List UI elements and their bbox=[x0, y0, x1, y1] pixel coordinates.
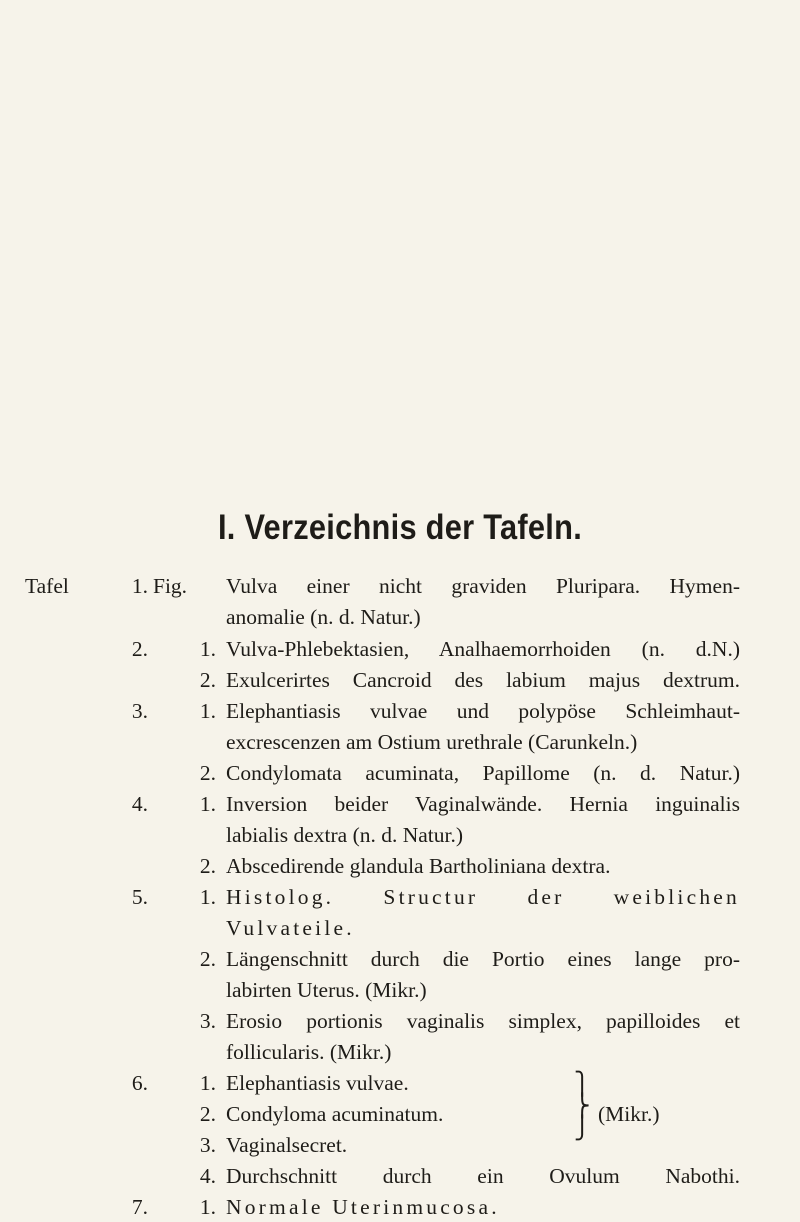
plate-4-fig-1-line-1 bbox=[0, 789, 800, 819]
caption-text: Histolog. Structur der weiblichen bbox=[226, 885, 740, 909]
caption-text: Vaginalsecret. bbox=[226, 1133, 348, 1157]
plate-7-fig-1 bbox=[0, 1192, 800, 1222]
caption-text: labialis dextra (n. d. Natur.) bbox=[226, 823, 464, 847]
brace-middle-icon: ⎬ bbox=[574, 1094, 591, 1119]
plate-number: 5. bbox=[131, 885, 148, 909]
plate-5-fig-3-line-2 bbox=[0, 1037, 800, 1067]
caption-text: Abscedirende glandula Bartholiniana dextra. bbox=[226, 854, 611, 878]
plate-5-fig-2-line-1 bbox=[0, 944, 800, 974]
figure-number: 3. bbox=[199, 1009, 216, 1033]
plate-number: 3. bbox=[131, 699, 148, 723]
caption-text: Elephantiasis vulvae und polypöse Schleimhaut- bbox=[226, 699, 740, 723]
plate-number: 4. bbox=[131, 792, 148, 816]
page-title: I. Verzeichnis der Tafeln. bbox=[217, 508, 583, 547]
caption-text: Vulva einer nicht graviden Pluripara. Hymen- bbox=[226, 574, 740, 598]
figure-number: 1. bbox=[199, 1195, 216, 1219]
mikr-annotation: (Mikr.) bbox=[598, 1102, 660, 1126]
figure-number: 2. bbox=[199, 761, 216, 785]
fig-label: Fig. bbox=[153, 574, 188, 598]
plate-number: 7. bbox=[131, 1195, 148, 1219]
figure-number: 3. bbox=[199, 1133, 216, 1157]
tafel-label: Tafel bbox=[25, 574, 69, 598]
plate-1-fig-1-line-1 bbox=[0, 571, 800, 601]
caption-text: labirten Uterus. (Mikr.) bbox=[226, 978, 427, 1002]
caption-text: Inversion beider Vaginalwände. Hernia inguinalis bbox=[226, 792, 740, 816]
plate-4-fig-1-line-2 bbox=[0, 820, 800, 850]
caption-text: Exulcerirtes Cancroid des labium majus dextrum. bbox=[226, 668, 740, 692]
caption-text: Condyloma acuminatum. bbox=[226, 1102, 444, 1126]
caption-text: Condylomata acuminata, Papillome (n. d. Natur.) bbox=[226, 761, 740, 785]
brace-bottom-icon: ⎭ bbox=[574, 1116, 591, 1141]
plate-5-fig-1-line-2 bbox=[0, 913, 800, 943]
caption-text: Normale Uterinmucosa. bbox=[226, 1195, 500, 1219]
brace-top-icon: ⎫ bbox=[574, 1072, 591, 1097]
plate-6-fig-4 bbox=[0, 1161, 800, 1191]
figure-number: 1. bbox=[199, 792, 216, 816]
plate-3-fig-1-line-2 bbox=[0, 727, 800, 757]
plate-5-fig-3-line-1 bbox=[0, 1006, 800, 1036]
figure-number: 1. bbox=[199, 699, 216, 723]
caption-text: Vulvateile. bbox=[226, 916, 355, 940]
plate-3-fig-2 bbox=[0, 758, 800, 788]
plate-3-fig-1-line-1 bbox=[0, 696, 800, 726]
plate-4-fig-2 bbox=[0, 851, 800, 881]
caption-text: Durchschnitt durch ein Ovulum Nabothi. bbox=[226, 1164, 740, 1188]
figure-number: 2. bbox=[199, 668, 216, 692]
plate-6-fig-3 bbox=[0, 1130, 800, 1160]
plate-number: 6. bbox=[131, 1071, 148, 1095]
plate-5-fig-1-line-1 bbox=[0, 882, 800, 912]
figure-number: 1. bbox=[199, 1071, 216, 1095]
plate-2-fig-1 bbox=[0, 634, 800, 664]
plate-6-fig-2 bbox=[0, 1099, 800, 1129]
caption-text: follicularis. (Mikr.) bbox=[226, 1040, 392, 1064]
plate-6-fig-1 bbox=[0, 1068, 800, 1098]
figure-number: 1. bbox=[199, 637, 216, 661]
caption-text: excrescenzen am Ostium urethrale (Carunkeln.) bbox=[226, 730, 638, 754]
caption-text: anomalie (n. d. Natur.) bbox=[226, 605, 421, 629]
figure-number: 1. bbox=[199, 885, 216, 909]
caption-text: Elephantiasis vulvae. bbox=[226, 1071, 409, 1095]
plate-2-fig-2 bbox=[0, 665, 800, 695]
figure-number: 4. bbox=[199, 1164, 216, 1188]
plate-5-fig-2-line-2 bbox=[0, 975, 800, 1005]
plate-number: 2. bbox=[131, 637, 148, 661]
figure-number: 2. bbox=[199, 947, 216, 971]
figure-number: 2. bbox=[199, 1102, 216, 1126]
caption-text: Vulva-Phlebektasien, Analhaemorrhoiden (n. d.N.) bbox=[226, 637, 740, 661]
caption-text: Erosio portionis vaginalis simplex, papilloides et bbox=[226, 1009, 740, 1033]
caption-text: Längenschnitt durch die Portio eines lange pro- bbox=[226, 947, 740, 971]
plate-1-fig-1-line-2 bbox=[0, 602, 800, 632]
plate-number: 1. bbox=[131, 574, 148, 598]
figure-number: 2. bbox=[199, 854, 216, 878]
